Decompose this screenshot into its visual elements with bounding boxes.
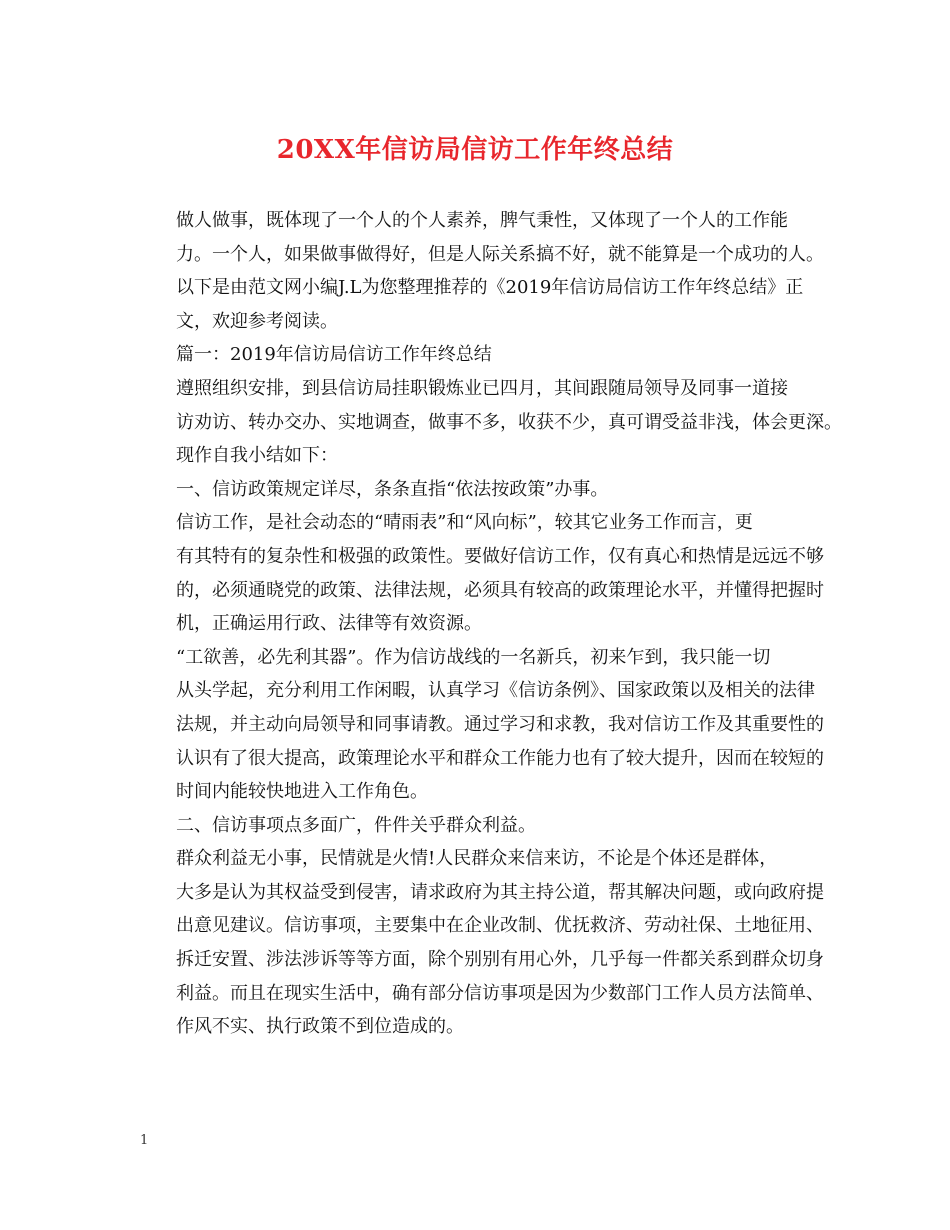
text-line: 以下是由范文网小编J.L为您整理推荐的《2019年信访局信访工作年终总结》正 [176, 277, 804, 299]
paragraph [140, 372, 842, 473]
text-line: 二、信访事项点多面广，件件关乎群众利益。 [176, 814, 536, 836]
text-line: 信访工作，是社会动态的“晴雨表”和“风向标”，较其它业务工作而言，更 [176, 512, 753, 534]
text-line: 法规，并主动向局领导和同事请教。通过学习和求教，我对信访工作及其重要性的 [176, 713, 824, 735]
section-heading [140, 473, 820, 507]
text-line: 认识有了很大提高，政策理论水平和群众工作能力也有了较大提升，因而在较短的 [176, 747, 824, 769]
text-line: 机，正确运用行政、法律等有效资源。 [176, 613, 482, 635]
text-line: 的，必须通晓党的政策、法律法规，必须具有较高的政策理论水平，并懂得把握时 [176, 579, 824, 601]
text-line: 时间内能较快地进入工作角色。 [176, 781, 428, 803]
text-line: 篇一：2019年信访局信访工作年终总结 [176, 344, 492, 366]
page-number: 1 [140, 1133, 149, 1148]
text-line: 群众利益无小事，民情就是火情!人民群众来信来访，不论是个体还是群体， [176, 848, 778, 870]
text-line: 作风不实、执行政策不到位造成的。 [176, 1016, 464, 1038]
text-line: 文，欢迎参考阅读。 [176, 310, 338, 332]
text-line: 拆迁安置、涉法涉诉等等方面，除个别别有用心外，几乎每一件都关系到群众切身 [176, 949, 824, 971]
text-line: 一、信访政策规定详尽，条条直指“依法按政策”办事。 [176, 478, 609, 500]
text-line: 访劝访、转办交办、实地调查，做事不多，收获不少，真可谓受益非浅，体会更深。 [176, 411, 842, 433]
section-heading [140, 809, 820, 843]
text-line: “工欲善，必先利其器”。作为信访战线的一名新兵，初来乍到，我只能一切 [176, 646, 771, 668]
text-line: 有其特有的复杂性和极强的政策性。要做好信访工作，仅有真心和热情是远远不够 [176, 545, 824, 567]
text-line: 做人做事，既体现了一个人的个人素养，脾气秉性，又体现了一个人的工作能 [176, 210, 788, 231]
document-title: 20XX年信访局信访工作年终总结 [276, 135, 674, 165]
paragraph [140, 506, 824, 640]
text-line: 利益。而且在现实生活中，确有部分信访事项是因为少数部门工作人员方法简单、 [176, 982, 824, 1004]
document-body [140, 204, 842, 1044]
text-line: 从头学起，充分利用工作闲暇，认真学习《信访条例》、国家政策以及相关的法律 [176, 680, 815, 702]
text-line: 大多是认为其权益受到侵害，请求政府为其主持公道，帮其解决问题，或向政府提 [176, 881, 824, 903]
text-line: 遵照组织安排，到县信访局挂职锻炼业已四月，其间跟随局领导及同事一道接 [176, 377, 788, 399]
paragraph [140, 641, 824, 809]
paragraph [140, 842, 824, 1044]
text-line: 力。一个人，如果做事做得好，但是人际关系搞不好，就不能算是一个成功的人。 [176, 243, 824, 265]
text-line: 出意见建议。信访事项，主要集中在企业改制、优抚救济、劳动社保、土地征用、 [176, 915, 824, 937]
text-line: 现作自我小结如下： [176, 445, 338, 467]
section-heading [140, 338, 820, 372]
paragraph [140, 204, 824, 338]
